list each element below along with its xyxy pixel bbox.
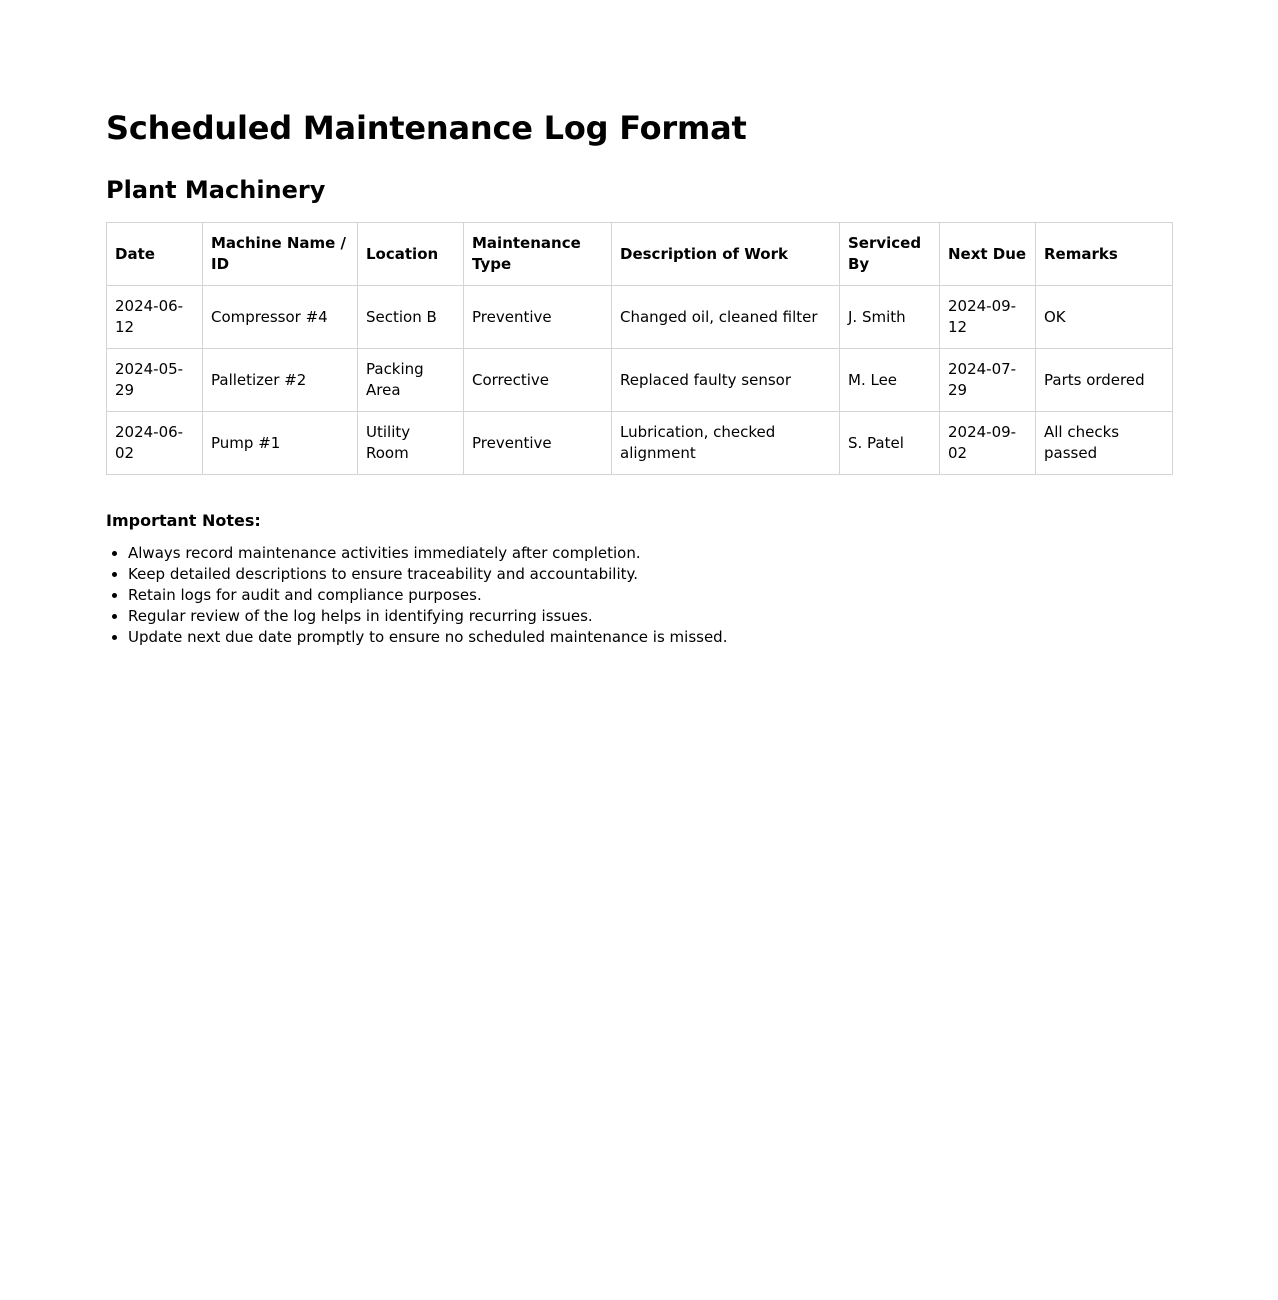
- table-row: [107, 349, 1173, 412]
- table-row: [107, 412, 1173, 475]
- list-item: • Retain logs for audit and compliance purposes.: [128, 585, 1172, 606]
- header-next-due: Next Due: [940, 223, 1036, 286]
- header-machine-name: Machine Name / ID: [203, 223, 358, 286]
- cell-location: Section B: [358, 286, 464, 349]
- maintenance-log-table: [106, 222, 1173, 475]
- cell-machine-name: Compressor #4: [203, 286, 358, 349]
- cell-description: Changed oil, cleaned filter: [612, 286, 840, 349]
- cell-maintenance-type: Preventive: [464, 286, 612, 349]
- cell-location: Packing Area: [358, 349, 464, 412]
- notes-list: [106, 543, 1172, 648]
- cell-maintenance-type: Corrective: [464, 349, 612, 412]
- header-serviced-by: Serviced By: [840, 223, 940, 286]
- document-page: [106, 104, 1172, 648]
- header-remarks: Remarks: [1036, 223, 1173, 286]
- cell-location: Utility Room: [358, 412, 464, 475]
- cell-serviced-by: S. Patel: [840, 412, 940, 475]
- list-item: • Always record maintenance activities immediately after completion.: [128, 543, 1172, 564]
- cell-maintenance-type: Preventive: [464, 412, 612, 475]
- header-description: Description of Work: [612, 223, 840, 286]
- notes-title: Important Notes:: [106, 511, 261, 530]
- list-item: • Update next due date promptly to ensure no scheduled maintenance is missed.: [128, 627, 1172, 648]
- list-item: • Keep detailed descriptions to ensure traceability and accountability.: [128, 564, 1172, 585]
- cell-description: Replaced faulty sensor: [612, 349, 840, 412]
- cell-remarks: Parts ordered: [1036, 349, 1173, 412]
- page-subtitle: Plant Machinery: [106, 176, 326, 204]
- list-item: • Regular review of the log helps in identifying recurring issues.: [128, 606, 1172, 627]
- cell-description: Lubrication, checked alignment: [612, 412, 840, 475]
- header-date: Date: [107, 223, 203, 286]
- cell-machine-name: Pump #1: [203, 412, 358, 475]
- header-location: Location: [358, 223, 464, 286]
- cell-machine-name: Palletizer #2: [203, 349, 358, 412]
- cell-serviced-by: J. Smith: [840, 286, 940, 349]
- page-title: Scheduled Maintenance Log Format: [106, 109, 747, 147]
- cell-next-due: 2024-09-02: [940, 412, 1036, 475]
- cell-next-due: 2024-09-12: [940, 286, 1036, 349]
- table-row: [107, 286, 1173, 349]
- cell-remarks: OK: [1036, 286, 1173, 349]
- cell-date: 2024-06-02: [107, 412, 203, 475]
- cell-serviced-by: M. Lee: [840, 349, 940, 412]
- cell-next-due: 2024-07-29: [940, 349, 1036, 412]
- cell-remarks: All checks passed: [1036, 412, 1173, 475]
- cell-date: 2024-05-29: [107, 349, 203, 412]
- table-header-row: [107, 223, 1173, 286]
- cell-date: 2024-06-12: [107, 286, 203, 349]
- header-maintenance-type: Maintenance Type: [464, 223, 612, 286]
